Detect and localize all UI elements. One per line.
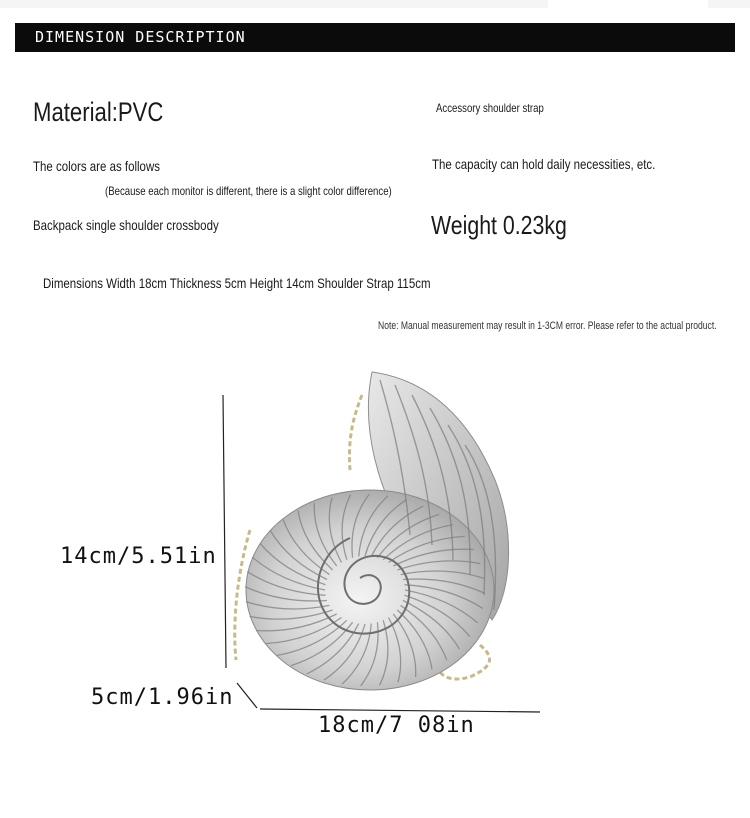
dimensions-text: Dimensions Width 18cm Thickness 5cm Height 14cm Shoulder Strap 115cm [43,275,431,291]
material-text: Material:PVC [33,97,164,127]
measurement-note-text: Note: Manual measurement may result in 1-3CM error. Please refer to the actual product. [378,320,717,332]
capacity-text: The capacity can hold daily necessities, etc. [432,156,656,172]
colors-text: The colors are as follows [33,158,160,174]
thickness-label: 5cm/1.96in [91,685,234,710]
header-bar [15,23,735,52]
thickness-line [237,683,257,708]
style-text: Backpack single shoulder crossbody [33,217,219,233]
height-line [223,395,226,668]
strap-text: Accessory shoulder strap [436,101,544,115]
width-label: 18cm/7 08in [318,713,475,738]
weight-text: Weight 0.23kg [431,210,567,240]
height-label: 14cm/5.51in [60,544,217,569]
top-tab [548,0,708,14]
monitor-note-text: (Because each monitor is different, there is a slight color difference) [105,184,392,198]
width-line [260,709,540,712]
section-title: DIMENSION DESCRIPTION [35,28,246,46]
